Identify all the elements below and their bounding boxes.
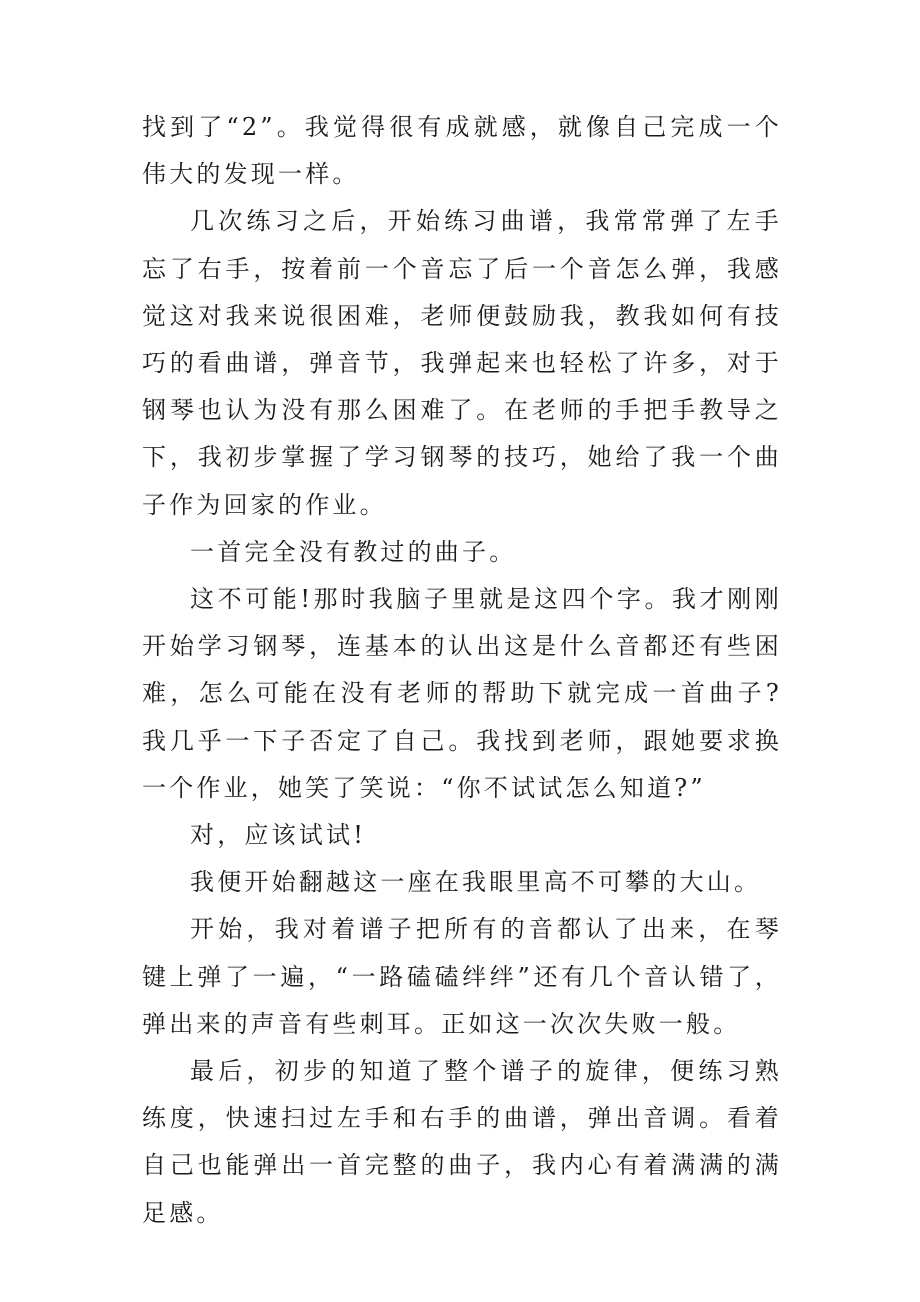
paragraph-3: 一首完全没有教过的曲子。 [190, 537, 517, 566]
paragraph-4: 这不可能!那时我脑子里就是这四个字。我才刚刚开始学习钢琴，连基本的认出这是什么音都还有些困难，怎么可能在没有老师的帮助下就完成一首曲子?我几乎一下子否定了自己。我找到老师，跟她要求换一个作业，她笑了笑说：“你不试试怎么知道?” [142, 585, 782, 802]
paragraph-6: 我便开始翻越这一座在我眼里高不可攀的大山。 [190, 868, 762, 897]
paragraph-7: 开始，我对着谱子把所有的音都认了出来，在琴键上弹了一遍，“一路磕磕绊绊”还有几个音认错了，弹出来的声音有些刺耳。正如这一次次失败一般。 [142, 915, 782, 1038]
paragraph-1: 找到了“2”。我觉得很有成就感，就像自己完成一个伟大的发现一样。 [142, 113, 782, 189]
paragraph-5: 对，应该试试! [190, 821, 367, 850]
paragraph-8: 最后，初步的知道了整个谱子的旋律，便练习熟练度，快速扫过左手和右手的曲谱，弹出音调。看着自己也能弹出一首完整的曲子，我内心有着满满的满足感。 [142, 1057, 782, 1227]
document-body [142, 104, 782, 1237]
paragraph-2: 几次练习之后，开始练习曲谱，我常常弹了左手忘了右手，按着前一个音忘了后一个音怎么弹，我感觉这对我来说很困难，老师便鼓励我，教我如何有技巧的看曲谱，弹音节，我弹起来也轻松了许多，对于钢琴也认为没有那么困难了。在老师的手把手教导之下，我初步掌握了学习钢琴的技巧，她给了我一个曲子作为回家的作业。 [142, 207, 782, 519]
